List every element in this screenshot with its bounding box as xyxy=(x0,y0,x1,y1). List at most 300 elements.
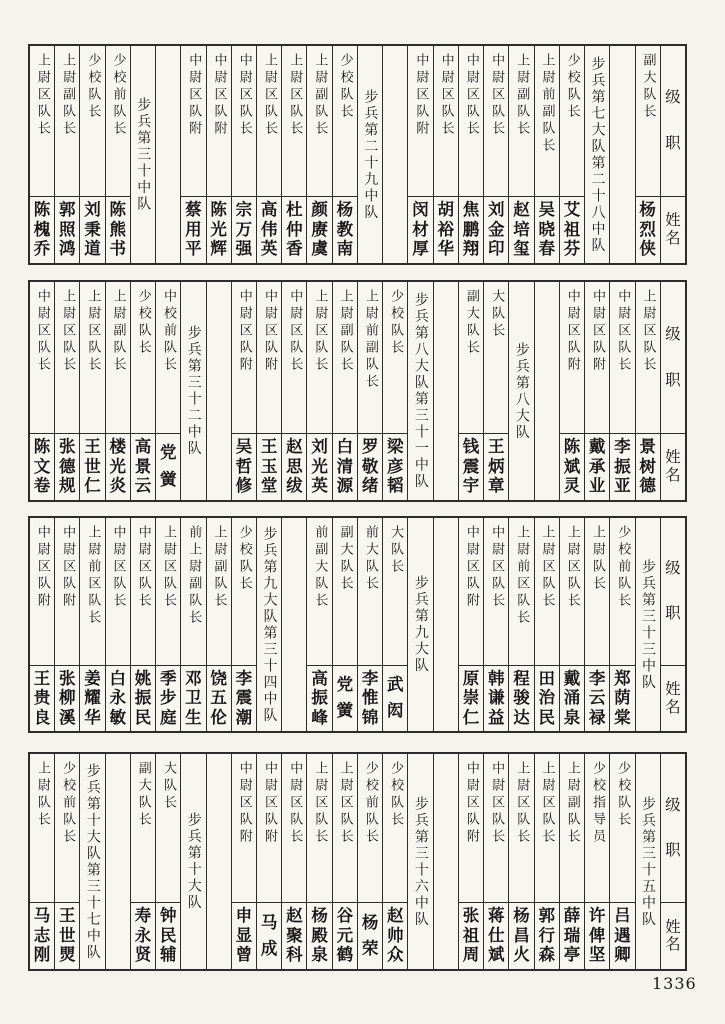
rank-label: 上尉副队长 xyxy=(514,53,530,138)
person-name xyxy=(358,434,382,501)
character: 刘 xyxy=(487,199,505,219)
character: 季 xyxy=(159,668,177,688)
character: 印 xyxy=(487,239,505,259)
person-column xyxy=(105,282,130,500)
person-name xyxy=(636,434,660,501)
rank-cell xyxy=(232,46,256,197)
rank-label: 上尉前区队长 xyxy=(514,525,530,627)
person-name xyxy=(282,903,306,969)
rank-label: 少校队长 xyxy=(135,289,151,357)
character: 绂 xyxy=(286,476,303,496)
character: 鹏 xyxy=(462,219,480,239)
character: 敬 xyxy=(361,456,379,476)
character: 泉 xyxy=(311,945,328,965)
person-name xyxy=(80,434,104,501)
character: 仁 xyxy=(84,476,101,496)
group-title-column xyxy=(357,46,382,263)
rank-label: 中尉区队长 xyxy=(489,525,505,610)
character: 民 xyxy=(538,707,555,727)
person-name xyxy=(30,666,54,731)
rank-label: 上尉副队长 xyxy=(564,761,580,846)
person-column xyxy=(483,754,508,969)
person-column xyxy=(155,518,180,731)
character: 熊 xyxy=(109,219,126,239)
person-name xyxy=(106,434,130,501)
character: 马 xyxy=(33,906,51,926)
person-name xyxy=(207,197,231,263)
character: 程 xyxy=(513,668,530,688)
character: 照 xyxy=(59,219,76,239)
group-title: 步兵第三十中队 xyxy=(135,96,152,213)
rank-cell xyxy=(156,282,180,434)
person-column xyxy=(281,282,306,500)
character: 潮 xyxy=(235,707,253,727)
person-column xyxy=(306,282,331,500)
character: 良 xyxy=(33,707,51,727)
personnel-table-4 xyxy=(28,752,687,971)
person-column xyxy=(130,754,155,969)
rank-cell xyxy=(131,518,155,666)
character: 谷 xyxy=(336,906,354,926)
character: 彦 xyxy=(387,456,404,476)
character: 蔡 xyxy=(185,199,202,219)
character: 华 xyxy=(84,707,101,727)
rank-label: 中尉区队附 xyxy=(261,289,277,374)
character: 仲 xyxy=(286,219,303,239)
person-name xyxy=(358,903,382,969)
rank-cell xyxy=(610,282,634,434)
character: 帅 xyxy=(387,925,404,945)
person-name xyxy=(585,903,609,969)
person-column xyxy=(54,518,79,731)
person-name xyxy=(30,197,54,263)
group-title: 步兵第三十六中队 xyxy=(412,795,429,928)
person-column xyxy=(30,754,54,969)
character: 斌 xyxy=(487,945,505,965)
character: 闳 xyxy=(387,701,404,721)
person-name xyxy=(585,666,609,731)
character: 云 xyxy=(134,476,152,496)
person-column xyxy=(332,46,357,263)
character: 聚 xyxy=(286,925,303,945)
person-name xyxy=(181,666,205,731)
person-column xyxy=(281,754,306,969)
character: 行 xyxy=(538,925,555,945)
group-title: 步兵第三十二中队 xyxy=(185,325,202,457)
character: 高 xyxy=(260,199,278,219)
group-title: 步兵第十大队第三十七中队 xyxy=(84,762,101,961)
rank-cell xyxy=(408,46,432,197)
character: 煛 xyxy=(59,945,76,965)
character: 胡 xyxy=(437,199,455,219)
empty-column xyxy=(105,754,130,969)
rank-cell xyxy=(333,518,357,666)
character: 泉 xyxy=(563,707,581,727)
character: 职 xyxy=(665,604,681,623)
character: 陈 xyxy=(109,199,126,219)
rank-label: 中尉区队附 xyxy=(186,53,202,138)
rank-cell xyxy=(610,754,634,903)
person-name xyxy=(55,197,79,263)
person-name xyxy=(358,666,382,731)
character: 白 xyxy=(336,436,354,456)
rank-cell xyxy=(484,46,508,197)
character: 达 xyxy=(513,707,530,727)
character: 黉 xyxy=(159,469,177,489)
character: 赵 xyxy=(387,906,404,926)
character: 级 xyxy=(665,88,681,107)
character: 张 xyxy=(59,668,76,688)
rank-cell xyxy=(459,754,483,903)
person-column xyxy=(483,282,508,500)
character: 饶 xyxy=(210,668,227,688)
rank-label: 大队长 xyxy=(489,289,505,340)
name-header xyxy=(661,666,685,731)
rank-label: 少校队长 xyxy=(564,53,580,121)
empty-column xyxy=(433,518,458,731)
character: 显 xyxy=(235,925,253,945)
rank-cell xyxy=(383,754,407,903)
character: 赵 xyxy=(286,436,303,456)
person-column xyxy=(357,754,382,969)
character: 槐 xyxy=(33,219,51,239)
person-name xyxy=(434,197,458,263)
rank-label: 副大队长 xyxy=(135,761,151,829)
rank-label: 中尉区队附 xyxy=(564,289,580,374)
character: 殿 xyxy=(311,925,328,945)
person-name xyxy=(307,434,331,501)
empty-column xyxy=(433,282,458,500)
group-title-column xyxy=(79,754,104,969)
person-name xyxy=(484,434,508,501)
rank-label: 少校前队长 xyxy=(110,53,126,138)
character: 级 xyxy=(665,559,681,578)
person-column xyxy=(30,282,54,500)
character: 姚 xyxy=(134,668,152,688)
character: 南 xyxy=(336,239,354,259)
rank-cell xyxy=(307,518,331,666)
person-name xyxy=(232,434,256,501)
character: 骏 xyxy=(513,688,530,708)
person-name xyxy=(509,666,533,731)
character: 永 xyxy=(109,688,126,708)
character: 敏 xyxy=(109,707,126,727)
rank-cell xyxy=(560,754,584,903)
character: 戴 xyxy=(563,668,581,688)
character: 烈 xyxy=(639,219,656,239)
character: 柳 xyxy=(59,688,76,708)
character: 用 xyxy=(185,219,202,239)
person-name xyxy=(307,666,331,731)
person-name xyxy=(333,903,357,969)
rank-label: 上尉区队长 xyxy=(539,761,555,846)
person-name xyxy=(232,666,256,731)
header-column xyxy=(660,518,685,731)
rank-label: 少校前队长 xyxy=(60,761,76,846)
character: 华 xyxy=(437,239,455,259)
rank-label: 中尉区队附 xyxy=(236,289,252,374)
person-column xyxy=(79,46,104,263)
character: 赵 xyxy=(286,906,303,926)
person-column xyxy=(306,518,331,731)
character: 张 xyxy=(462,906,480,926)
person-name xyxy=(535,666,559,731)
person-column xyxy=(256,282,281,500)
person-name xyxy=(333,666,357,731)
rank-label: 上尉区队长 xyxy=(161,525,177,610)
header-column xyxy=(660,282,685,500)
rank-header xyxy=(661,46,685,197)
rank-cell xyxy=(434,46,458,197)
person-column xyxy=(306,754,331,969)
person-column xyxy=(559,282,584,500)
character: 书 xyxy=(109,239,126,259)
character: 亚 xyxy=(614,476,631,496)
character: 宗 xyxy=(235,199,253,219)
character: 韬 xyxy=(387,476,404,496)
rank-label: 上尉前副队长 xyxy=(362,289,378,391)
person-column xyxy=(155,282,180,500)
rank-label: 上尉队长 xyxy=(34,761,50,829)
character: 黉 xyxy=(336,701,354,721)
rank-cell xyxy=(358,282,382,434)
group-title-column xyxy=(256,518,281,731)
character: 宇 xyxy=(462,476,480,496)
person-column xyxy=(458,754,483,969)
rank-label: 上尉区队长 xyxy=(60,289,76,374)
character: 鹤 xyxy=(336,945,354,965)
character: 钱 xyxy=(462,436,480,456)
character: 颜 xyxy=(311,199,328,219)
rank-cell xyxy=(484,518,508,666)
person-name xyxy=(106,666,130,731)
person-name xyxy=(459,434,483,501)
character: 楼 xyxy=(109,436,126,456)
person-name xyxy=(257,434,281,501)
rank-cell xyxy=(307,282,331,434)
person-name xyxy=(307,903,331,969)
character: 规 xyxy=(59,476,76,496)
person-name xyxy=(459,666,483,731)
character: 强 xyxy=(235,239,253,259)
character: 王 xyxy=(59,906,76,926)
person-name xyxy=(282,434,306,501)
character: 虞 xyxy=(311,239,328,259)
rank-cell xyxy=(459,518,483,666)
rank-header xyxy=(661,282,685,434)
person-name xyxy=(156,903,180,969)
person-column xyxy=(458,282,483,500)
person-column xyxy=(584,282,609,500)
rank-cell xyxy=(636,46,660,197)
character: 涌 xyxy=(563,688,581,708)
name-header xyxy=(661,434,685,501)
rank-label: 少校队长 xyxy=(388,761,404,829)
character: 辉 xyxy=(210,239,227,259)
character: 杜 xyxy=(286,199,303,219)
rank-label: 大队长 xyxy=(388,525,404,576)
character: 姓 xyxy=(665,917,681,936)
character: 民 xyxy=(159,925,177,945)
rank-label: 上尉队长 xyxy=(590,525,605,593)
character: 科 xyxy=(286,945,303,965)
person-name xyxy=(80,197,104,263)
group-title-column xyxy=(407,282,432,500)
character: 名 xyxy=(665,935,681,954)
character: 玺 xyxy=(513,239,530,259)
rank-cell xyxy=(333,754,357,903)
character: 禄 xyxy=(588,707,606,727)
character: 震 xyxy=(235,688,253,708)
character: 名 xyxy=(665,466,681,484)
person-name xyxy=(509,903,533,969)
character: 芬 xyxy=(563,239,581,259)
rank-label: 上尉区队长 xyxy=(312,761,328,846)
rank-cell xyxy=(181,518,205,666)
character: 罗 xyxy=(361,436,379,456)
rank-label: 上尉区队长 xyxy=(34,53,50,138)
empty-column xyxy=(534,282,559,500)
character: 世 xyxy=(84,456,101,476)
rank-cell xyxy=(383,518,407,666)
person-column xyxy=(483,518,508,731)
character: 晓 xyxy=(538,219,555,239)
rank-label: 少校前队长 xyxy=(362,761,378,846)
character: 贵 xyxy=(33,688,51,708)
rank-cell xyxy=(484,754,508,903)
rank-cell xyxy=(106,282,130,434)
person-column xyxy=(206,46,231,263)
rank-cell xyxy=(80,282,104,434)
group-title: 步兵第八大队 xyxy=(513,341,530,441)
character: 杨 xyxy=(336,199,354,219)
person-name xyxy=(383,666,407,731)
rank-label: 上尉副队长 xyxy=(211,525,227,610)
rank-cell xyxy=(257,282,281,434)
character: 培 xyxy=(513,219,530,239)
person-name xyxy=(560,197,584,263)
character: 艾 xyxy=(563,199,581,219)
character: 斌 xyxy=(563,456,581,476)
rank-cell xyxy=(459,282,483,434)
character: 李 xyxy=(235,668,253,688)
person-name xyxy=(55,434,79,501)
character: 卫 xyxy=(185,688,202,708)
character: 郑 xyxy=(614,668,631,688)
rank-cell xyxy=(106,518,130,666)
character: 德 xyxy=(59,456,76,476)
person-name xyxy=(459,197,483,263)
character: 鸿 xyxy=(59,239,76,259)
character: 火 xyxy=(513,945,530,965)
person-column xyxy=(534,518,559,731)
rank-cell xyxy=(55,754,79,903)
person-name xyxy=(181,197,205,263)
person-column xyxy=(357,518,382,731)
rank-header xyxy=(661,754,685,903)
rank-cell xyxy=(30,754,54,903)
person-column xyxy=(534,754,559,969)
character: 震 xyxy=(462,456,480,476)
character: 峰 xyxy=(311,707,328,727)
character: 生 xyxy=(185,707,202,727)
character: 治 xyxy=(538,688,555,708)
character: 云 xyxy=(588,688,606,708)
character: 厚 xyxy=(412,239,429,259)
rank-cell xyxy=(232,518,256,666)
character: 姓 xyxy=(665,211,681,230)
rank-cell xyxy=(358,518,382,666)
rank-cell xyxy=(509,46,533,197)
character: 文 xyxy=(33,456,51,476)
person-name xyxy=(131,434,155,501)
person-name xyxy=(232,197,256,263)
character: 辅 xyxy=(159,945,177,965)
person-column xyxy=(382,282,407,500)
rank-label: 中尉区队附 xyxy=(413,53,429,138)
rank-cell xyxy=(535,518,559,666)
rank-label: 少校指导员 xyxy=(590,761,605,846)
person-column xyxy=(180,518,205,731)
character: 秉 xyxy=(84,219,101,239)
person-column xyxy=(584,518,609,731)
person-name xyxy=(459,903,483,969)
rank-header xyxy=(661,518,685,666)
rank-label: 上尉前副队长 xyxy=(539,53,555,155)
character: 五 xyxy=(210,688,227,708)
character: 杨 xyxy=(311,906,328,926)
rank-label: 中尉区队附 xyxy=(211,53,227,138)
person-column xyxy=(508,518,533,731)
rank-cell xyxy=(156,754,180,903)
character: 世 xyxy=(59,925,76,945)
person-column xyxy=(231,282,256,500)
group-title-column xyxy=(407,518,432,731)
rank-label: 副大队长 xyxy=(640,53,656,121)
person-column xyxy=(332,282,357,500)
character: 王 xyxy=(260,436,278,456)
person-name xyxy=(257,903,281,969)
character: 光 xyxy=(210,219,227,239)
person-column xyxy=(79,518,104,731)
person-name xyxy=(535,903,559,969)
person-name xyxy=(636,197,660,263)
rank-cell xyxy=(55,282,79,434)
character: 崇 xyxy=(462,688,480,708)
character: 树 xyxy=(639,456,656,476)
rank-cell xyxy=(80,518,104,666)
person-column xyxy=(231,754,256,969)
rank-cell xyxy=(30,46,54,197)
character: 赓 xyxy=(311,219,328,239)
character: 侠 xyxy=(639,239,656,259)
character: 吴 xyxy=(538,199,555,219)
group-title: 步兵第九大队 xyxy=(412,575,429,674)
rank-label: 上尉前区队长 xyxy=(85,525,101,627)
character: 闵 xyxy=(412,199,429,219)
rank-cell xyxy=(282,282,306,434)
character: 振 xyxy=(134,688,152,708)
rank-label: 中尉区队长 xyxy=(135,525,151,610)
rank-cell xyxy=(307,754,331,903)
character: 振 xyxy=(614,456,631,476)
character: 级 xyxy=(665,324,681,343)
rank-cell xyxy=(232,754,256,903)
character: 炎 xyxy=(109,476,126,496)
rank-label: 中尉区队长 xyxy=(287,289,303,374)
person-name xyxy=(560,666,584,731)
rank-label: 上尉区队长 xyxy=(564,525,580,610)
